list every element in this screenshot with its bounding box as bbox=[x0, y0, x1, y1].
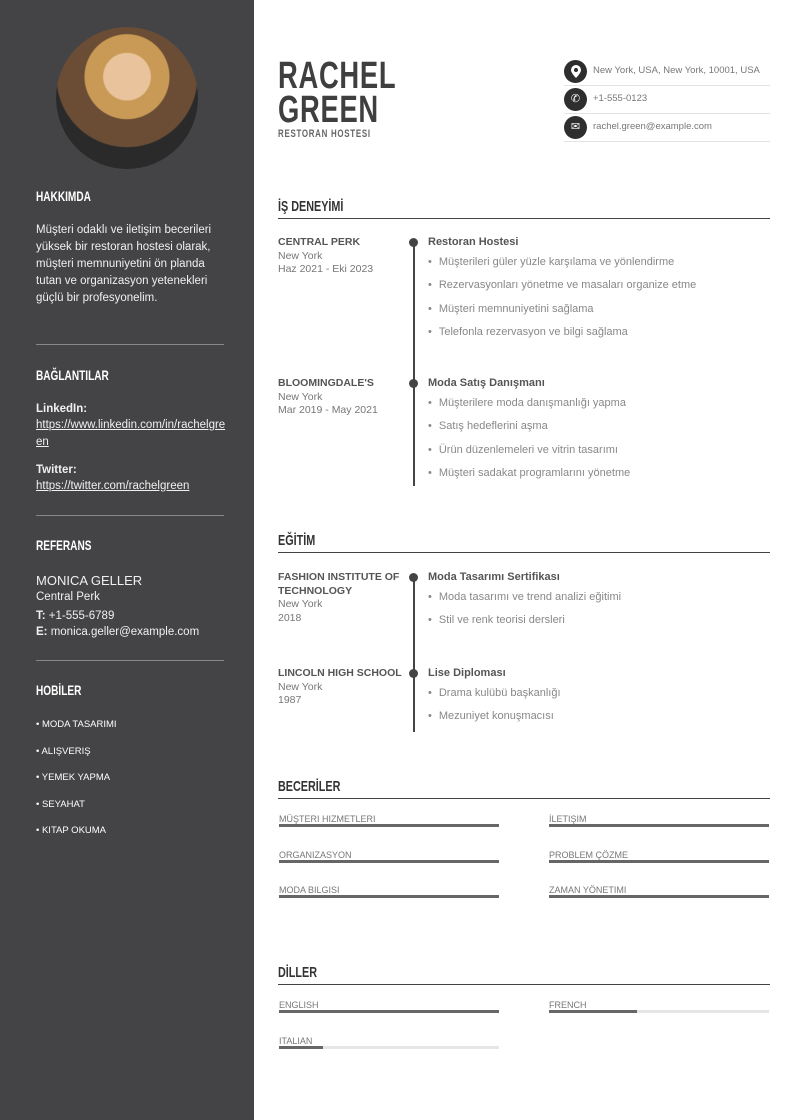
skill-bar-fill bbox=[279, 895, 499, 898]
entry-role: Moda Satış Danışmanı bbox=[428, 377, 545, 389]
hobby-label: KITAP OKUMA bbox=[41, 825, 107, 836]
hobby-item: • YEMEK YAPMA bbox=[36, 772, 111, 783]
profile-photo bbox=[56, 27, 198, 169]
hobbies-heading: HOBİLER bbox=[36, 682, 82, 698]
entry-bullet: • Müşterilere moda danışmanlığı yapma bbox=[428, 397, 626, 409]
section-heading bbox=[278, 964, 332, 981]
phone-label: T: bbox=[36, 610, 46, 622]
twitter-label: Twitter: bbox=[36, 464, 77, 476]
skill-bar bbox=[279, 1046, 499, 1049]
email-label: E: bbox=[36, 626, 48, 638]
timeline-dot bbox=[409, 238, 418, 247]
skill-bar bbox=[549, 1010, 769, 1013]
skill-label: İLETIŞIM bbox=[549, 814, 587, 824]
contact-text: +1-555-0123 bbox=[593, 93, 648, 104]
entry-organization: LINCOLN HIGH SCHOOL bbox=[278, 667, 402, 679]
entry-organization: FASHION INSTITUTE OF TECHNOLOGY bbox=[278, 571, 400, 597]
reference-name: MONICA GELLER bbox=[36, 573, 143, 588]
skill-label: MÜŞTERI HIZMETLERI bbox=[279, 814, 376, 824]
skill-bar-fill bbox=[279, 1046, 323, 1049]
skill-label: MODA BILGISI bbox=[279, 885, 340, 895]
last-name: GREEN bbox=[278, 89, 379, 131]
email-value: monica.geller@example.com bbox=[50, 626, 200, 638]
skill-bar-fill bbox=[279, 824, 499, 827]
hobby-item: • KITAP OKUMA bbox=[36, 825, 107, 836]
contact-item bbox=[564, 58, 770, 86]
timeline-line bbox=[413, 240, 415, 486]
entry-bullet: • Ürün düzenlemeleri ve vitrin tasarımı bbox=[428, 444, 618, 456]
section-heading-text: İŞ DENEYİMİ bbox=[278, 198, 344, 215]
section-heading bbox=[278, 778, 365, 795]
entry-bullet: • Stil ve renk teorisi dersleri bbox=[428, 614, 565, 626]
envelope-icon: ✉ bbox=[564, 116, 587, 139]
skill-label: ENGLISH bbox=[279, 1000, 319, 1010]
entry-dates: Haz 2021 - Eki 2023 bbox=[278, 263, 374, 275]
entry-organization-block bbox=[278, 667, 403, 708]
section-divider bbox=[278, 218, 770, 219]
location-pin-icon bbox=[564, 60, 587, 83]
skill-bar-fill bbox=[549, 1010, 637, 1013]
skill-label: ZAMAN YÖNETIMI bbox=[549, 885, 627, 895]
entry-organization: CENTRAL PERK bbox=[278, 236, 361, 248]
skill-bar-fill bbox=[549, 895, 769, 898]
section-heading bbox=[278, 198, 369, 215]
first-name: RACHEL bbox=[278, 55, 397, 97]
skill-bar bbox=[549, 824, 769, 827]
about-text: Müşteri odaklı ve iletişim becerileri yüksek bir restoran hostesi olarak, müşteri memnuniyetini ön planda tutan ve organizasyon yetenekleri güçlü bir profesyonelim. bbox=[36, 224, 212, 304]
timeline-line bbox=[413, 575, 415, 732]
entry-bullet: • Müşteri sadakat programlarını yönetme bbox=[428, 467, 630, 479]
skill-bar-fill bbox=[279, 1010, 499, 1013]
entry-organization-block bbox=[278, 571, 403, 625]
entry-role: Restoran Hostesi bbox=[428, 236, 519, 248]
timeline-dot bbox=[409, 379, 418, 388]
reference-heading: REFERANS bbox=[36, 537, 92, 553]
phone-value: +1-555-6789 bbox=[48, 610, 115, 622]
twitter-link[interactable]: https://twitter.com/rachelgreen bbox=[36, 480, 190, 492]
skill-bar bbox=[549, 860, 769, 863]
skill-bar bbox=[279, 824, 499, 827]
entry-bullet: • Moda tasarımı ve trend analizi eğitimi bbox=[428, 591, 621, 603]
skill-bar-fill bbox=[279, 860, 499, 863]
entry-location: New York bbox=[278, 598, 323, 610]
skill-label: FRENCH bbox=[549, 1000, 587, 1010]
hobby-item: • ALIŞVERIŞ bbox=[36, 745, 91, 757]
section-divider bbox=[278, 984, 770, 985]
job-title: RESTORAN HOSTESI bbox=[278, 128, 371, 140]
contact-text: rachel.green@example.com bbox=[593, 121, 712, 132]
divider bbox=[36, 344, 224, 345]
skill-bar bbox=[279, 1010, 499, 1013]
divider bbox=[36, 660, 224, 661]
hobby-item: • MODA TASARIMI bbox=[36, 719, 117, 730]
entry-role: Lise Diploması bbox=[428, 667, 506, 679]
entry-bullet: • Satış hedeflerini aşma bbox=[428, 420, 548, 432]
entry-bullet: • Mezuniyet konuşmacısı bbox=[428, 710, 554, 722]
section-divider bbox=[278, 798, 770, 799]
skill-bar bbox=[549, 895, 769, 898]
entry-bullet: • Rezervasyonları yönetme ve masaları organize etme bbox=[428, 279, 696, 291]
entry-dates: Mar 2019 - May 2021 bbox=[278, 404, 378, 416]
skill-label: ITALIAN bbox=[279, 1035, 313, 1046]
reference-phone bbox=[36, 608, 226, 625]
entry-location: New York bbox=[278, 390, 323, 403]
entry-dates: 1987 bbox=[278, 694, 302, 706]
linkedin-wrap bbox=[36, 417, 226, 451]
contact-item bbox=[564, 114, 770, 142]
entry-dates: 2018 bbox=[278, 611, 302, 624]
entry-organization-block bbox=[278, 377, 403, 418]
timeline-dot bbox=[409, 669, 418, 678]
hobby-label: ALIŞVERIŞ bbox=[41, 745, 91, 757]
linkedin-label: LinkedIn: bbox=[36, 403, 88, 415]
section-heading-text: EĞİTİM bbox=[278, 532, 316, 549]
contact-item bbox=[564, 86, 770, 114]
entry-bullet: • Drama kulübü başkanlığı bbox=[428, 687, 561, 699]
about-heading: HAKKIMDA bbox=[36, 188, 91, 204]
section-heading-text: DİLLER bbox=[278, 964, 318, 981]
skill-label: ORGANIZASYON bbox=[279, 849, 352, 860]
entry-organization-block bbox=[278, 236, 403, 277]
entry-bullet: • Müşteri memnuniyetini sağlama bbox=[428, 303, 594, 315]
entry-role: Moda Tasarımı Sertifikası bbox=[428, 571, 560, 583]
skill-bar-fill bbox=[549, 860, 769, 863]
entry-location: New York bbox=[278, 249, 323, 262]
section-divider bbox=[278, 552, 770, 553]
entry-bullet: • Telefonla rezervasyon ve bilgi sağlama bbox=[428, 326, 628, 338]
section-heading-text: BECERİLER bbox=[278, 778, 341, 795]
reference-company: Central Perk bbox=[36, 591, 100, 603]
entry-organization: BLOOMINGDALE'S bbox=[278, 377, 374, 389]
links-heading: BAĞLANTILAR bbox=[36, 367, 109, 383]
twitter-wrap bbox=[36, 478, 226, 495]
reference-email bbox=[36, 624, 226, 641]
sidebar bbox=[0, 0, 254, 1120]
entry-bullet: • Müşterileri güler yüzle karşılama ve yönlendirme bbox=[428, 256, 674, 268]
hobby-label: YEMEK YAPMA bbox=[41, 772, 111, 783]
skill-label: PROBLEM ÇÖZME bbox=[549, 849, 629, 860]
skill-bar-fill bbox=[549, 824, 769, 827]
hobby-label: SEYAHAT bbox=[41, 798, 85, 810]
hobby-label: MODA TASARIMI bbox=[41, 719, 117, 730]
divider bbox=[36, 515, 224, 516]
phone-icon: ✆ bbox=[564, 88, 587, 111]
skill-bar bbox=[279, 895, 499, 898]
contact-text: New York, USA, New York, 10001, USA bbox=[593, 65, 760, 76]
hobby-item: • SEYAHAT bbox=[36, 798, 85, 810]
entry-location: New York bbox=[278, 680, 323, 693]
section-heading bbox=[278, 532, 330, 549]
skill-bar bbox=[279, 860, 499, 863]
linkedin-link[interactable]: https://www.linkedin.com/in/rachelgreen bbox=[36, 419, 226, 448]
timeline-dot bbox=[409, 573, 418, 582]
